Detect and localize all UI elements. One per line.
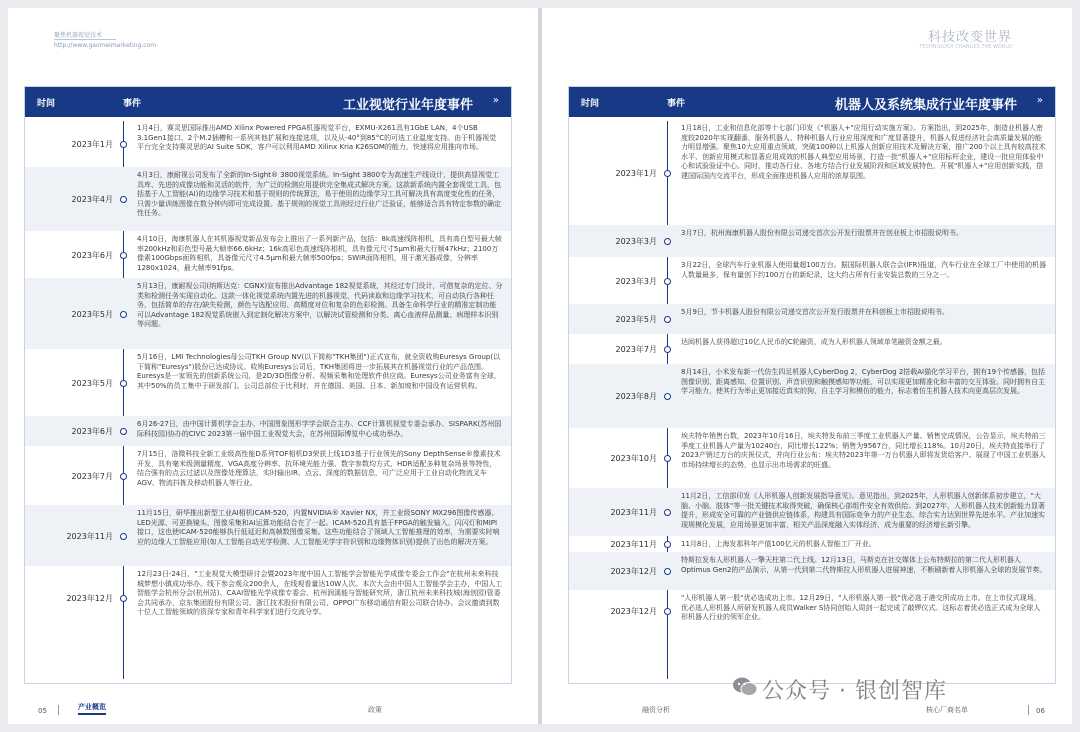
event-row	[25, 231, 511, 278]
robotics-panel	[568, 86, 1056, 684]
timeline-dot-icon	[120, 252, 127, 259]
event-row	[569, 120, 1055, 225]
timeline-dot-icon	[664, 170, 671, 177]
event-row	[569, 304, 1055, 334]
event-description: 5月9日，节卡机器人股份有限公司递交首次公开发行股票并在科创板上市招股说明书。	[681, 308, 949, 316]
event-row	[25, 505, 511, 566]
brand-slogan: 科技改变世界	[927, 30, 1012, 45]
timeline-dot-icon	[120, 428, 127, 435]
event-date: 2023年3月	[615, 276, 657, 286]
brand-slogan-en: TECHNOLOGY CHANGES THE WORLD	[919, 44, 1012, 50]
timeline-dot-icon	[120, 380, 127, 387]
event-date: 2023年8月	[615, 392, 657, 401]
watermark-text: 公众号 · 银创智库	[762, 679, 947, 704]
left-page	[8, 8, 538, 724]
panel-title: 工业视觉行业年度事件	[342, 98, 473, 113]
timeline-dot-icon	[664, 346, 671, 353]
event-description: 3月22日，全球汽车行业机器人使用量超100万台。据国际机器人联合会(IFR)报道，汽车行业在全球工厂中使用的机器人数量最多，保有量创下约100万台的新纪录，这大约占所有行业安装总数的三分之一。	[681, 261, 1047, 279]
event-row	[25, 167, 511, 231]
event-row	[25, 446, 511, 505]
event-description: 特斯拉发布人形机器人一擎天柱第二代上线。12月13日，马斯克在社交媒体上公布特斯拉的第二代人形机器人Optimus Gen2的产品演示，从第一代到第二代特斯拉人形机器人进展神速，不断刷新着人形机器人全球的发展节奏。	[681, 556, 1047, 574]
event-row	[569, 488, 1055, 536]
timeline-dot-icon	[664, 278, 671, 285]
event-description: 7月15日，洛微科技全新工业级高性能D系列TOF相机D3荣获上线1D3基于行业领先的Sony DepthSense®像素技术开发，具有毫米级测量精度、VGA高度分辨率、抗环境光能力强、数字参数均方式、HDR适配多种复杂场景等特性，结合强有的点云过滤以及图像处理算法，实时输出IR、点云、深度的数据信息，可广泛应用于工业自动化物流叉车AGV、物流抖拣及移动机器人等行业。	[137, 450, 501, 487]
industrial-vision-panel	[24, 86, 512, 684]
event-row	[25, 416, 511, 446]
timeline-dot-icon	[120, 311, 127, 318]
timeline-dot-icon	[664, 608, 671, 615]
panel-header	[25, 87, 511, 117]
col-time-header: 时间	[37, 99, 56, 109]
wechat-icon	[732, 676, 758, 698]
event-date: 2023年11月	[610, 508, 657, 517]
event-date: 2023年5月	[615, 315, 657, 324]
timeline-dot-icon	[120, 533, 127, 540]
footer-page-num: 05	[38, 707, 47, 715]
event-description: 3月7日，杭州海康机器人股份有限公司递交首次公开发行股票并在创业板上市招股说明书。	[681, 229, 963, 237]
event-date: 2023年12月	[66, 593, 113, 603]
timeline-dot-icon	[664, 316, 671, 323]
event-date: 2023年11月	[66, 531, 113, 541]
footer-page-num: 06	[1036, 707, 1045, 715]
event-date: 2023年12月	[610, 567, 657, 576]
timeline-dot-icon	[120, 141, 127, 148]
event-row	[25, 566, 511, 629]
event-description: 11月8日，上海发那科年产值100亿元的机器人智能工厂开业。	[681, 540, 876, 548]
header-rule	[54, 39, 116, 40]
timeline-dot-icon	[664, 541, 671, 548]
event-description: 11月2日，工信部印发《人形机器人创新发展指导意见》。意见指出，到2025年，人形机器人创新体系初步建立，"大脑、小脑、肢体"等一批关键技术取得突破，确保核心部组件安全有效供给。到2027年，人形机器人技术创新能力显著提升，形成安全可靠的产业链供应链体系，构建具有国际竞争力的产业生态，综合实力达到世界先进水平。产业加速实现规模化发展，应用场景更加丰富，相关产品深度融入实体经济，成为重要的经济增长新引擎。	[681, 492, 1046, 529]
footer-nav-industry[interactable]: 产业概览	[78, 702, 106, 715]
footer-nav-vendors[interactable]: 核心厂商名单	[926, 706, 968, 714]
event-date: 2023年7月	[615, 345, 657, 354]
event-date: 2023年1月	[71, 139, 113, 149]
event-date: 2023年10月	[610, 454, 657, 463]
footer-nav-policy[interactable]: 政策	[368, 706, 382, 714]
event-date: 2023年7月	[71, 471, 113, 481]
event-description: 6月26-27日，由中国计算机学会主办、中国图象图形学学会联合主办、CCF计算机视觉专委会承办、SISPARK(苏州国际科技园)协办的CIVC 2023第一届中国工业视觉大会，在苏州国际博览中心成功举办。	[137, 420, 502, 438]
event-date: 2023年5月	[71, 378, 113, 388]
event-date: 2023年1月	[615, 168, 657, 178]
event-date: 2023年6月	[71, 250, 113, 260]
event-row	[25, 349, 511, 416]
event-row	[25, 120, 511, 167]
header-tagline: 聚焦机器视觉技术	[54, 32, 103, 39]
footer-nav-financing[interactable]: 融资分析	[642, 706, 670, 714]
timeline-dot-icon	[664, 393, 671, 400]
event-description: 1月18日，工业和信息化部等十七部门印发《"机器人+"应用行动实施方案》。方案指出，到2025年，制造业机器人密度较2020年实现翻番，服务机器人、特种机器人行业应用深度和广度显著提升，机器人促进经济社会高质量发展的能力明显增强。聚焦10大应用重点领域，突破100种以上机器人创新应用技术及解决方案，推广200个以上具有较高技术水平、创新应用模式和显著应用成效的机器人典型应用场景，打造一批"机器人+"应用标杆企业，建设一批应用体验中心和试验验证中心。同时，推动各行业、各地方结合行业发展阶段和区域发展特色，开展"机器人+"应用创新实践，搭建国际国内交流平台，形成全面推进机器人应用的浓厚氛围。	[681, 124, 1046, 180]
footer-divider	[58, 705, 59, 715]
event-description: 达闼机器人获得超过10亿人民币的C轮融资，成为人形机器人领域单笔融资金额之最。	[681, 338, 947, 346]
event-description: 埃夫特年销售台数，2023年10月16日，埃夫特发布前三季度工业机器人产量、销售完成情况，公告显示，埃夫特前三季度工业机器人产量为10240台，同比增长122%；销售为9567台，同比增长118%。10月20日，埃夫特直接举行了2023产销过万台的庆祝仪式，并向行业公布：埃夫特2023年第一万台机器人即将发货给客户。展现了中国工业机器人市场持续增长的态势，也显示出市场需求的旺盛。	[681, 432, 1046, 469]
event-description: 5月13日，康耐视公司(纳斯达克：CGNX)宣布推出Advantage 182视觉系统，其经过专门设计，可借复杂的定位、分类和检测任务实现自动化。这款一体化视觉系统内置先进的机器视觉，代码读取和边缘学习技术，可自动执行各种任务，包括简单的存在/缺失检测，颜色与选配应用、高精度对位和复杂的色彩检测。具备生命科学行业的精准定制功能可以Advantage 182视觉系统嵌入到定制化解决方案中，以解决试管检测和分类、离心血液样品测量、病理样本识别等问题。	[137, 282, 503, 329]
event-description: 4月3日，康耐视公司发布了全新的In-Sight® 3800视觉系统。In-Sight 3800专为高速生产线设计，提供高显视觉工具库、先进的成像功能和灵活的软件，为广泛的检测应用提供完全集成式解决方案。这款新系统内置全套视觉工具，包括基于人工智能(AI)的边缘学习技术和基于规则的传统算法，易于使用的边缘学习工具可解决具有高度变化性的任务，只需少量训练图像在数分钟内即可完成设置。基于规则的视觉工具则经过行业广泛验证，能够适合具有特定参数的确定性任务。	[137, 171, 501, 218]
col-time-header: 时间	[581, 99, 600, 109]
footer-divider	[1028, 705, 1029, 715]
right-page	[542, 8, 1072, 724]
event-row	[569, 334, 1055, 364]
event-description: 4月10日，海康机器人在其机器视觉新品发布会上推出了一系列新产品，包括：8k高速线阵相机，具有高白型号最大帧率200kHz和彩色型号最大帧率66.6kHz；16k高彩色高速线阵相机，具有像元尺寸5μm和最大行频47kHz；2100万像素100Gbps面阵相机，具备像元尺寸4.5μm和最大帧率500fps；SWIR面阵相机，用于激光器成像，分辨率1280x1024，最大帧率91fps。	[137, 235, 502, 272]
event-row	[569, 364, 1055, 428]
event-row	[569, 552, 1055, 590]
col-event-header: 事件	[667, 99, 686, 109]
timeline-dot-icon	[664, 238, 671, 245]
event-row	[569, 590, 1055, 632]
panel-title: 机器人及系统集成行业年度事件	[834, 98, 1017, 113]
event-date: 2023年3月	[615, 237, 657, 246]
header-url: http://www.gaomeimarketing.com	[54, 42, 157, 49]
event-description: 12月23日-24日，"工业视觉大模型研讨会暨2023年度中国人工智能学会智能光学成像专委会工作会"在杭州未来科技城梦想小镇成功举办。线下参会观众200余人，在线观看量达10W人次。本次大会由中国人工智能学会主办，中国人工智能学会杭州分会(杭州站)、CAAI智能光学成像专委会、杭州润溪能与智能研究所，浙江杭州未来科技城(海创园)管委会共同承办，京东集团股份有限公司、浙江技术股份有限公司、OPPO广东移动通信有限公司联合协办。会议邀请到数十位人工智能领域的资深专家和青年科学家们进行交流分享。	[137, 570, 503, 617]
event-date: 2023年4月	[71, 195, 113, 204]
event-row	[569, 225, 1055, 257]
event-date: 2023年11月	[610, 540, 657, 549]
timeline-dot-icon	[664, 455, 671, 462]
event-row	[569, 257, 1055, 304]
timeline-dot-icon	[664, 568, 671, 575]
event-row	[569, 428, 1055, 488]
double-arrow-icon: »	[1036, 95, 1043, 106]
timeline-dot-icon	[664, 509, 671, 516]
event-description: 5月16日，LMI Technologies母公司TKH Group NV(以下简称"TKH集团")正式宣布，就全资收购Euresys Group(以下简称"Euresys")股份已达成协议。收购Euresys公司后，TKH集团将进一步拓展其在机器视觉行业的产品范围。Euresys是一家领先的创新系统公司，是2D/3D图像分析、视频采集和处理软件供应商。Euresys公司业务富有全球，其中50%的员工集中于研发部门。公司总部位于比利时，并在德国、美国、日本、新加坡和中国设有运营机构。	[137, 353, 501, 390]
event-date: 2023年5月	[71, 309, 113, 319]
timeline-dot-icon	[120, 595, 127, 602]
event-description: 1月4日，赛灵思国际推出AMD Xilinx Powered FPGA机器视觉平台，EXMU-X261具有1GbE LAN、4个USB 3.1Gen1接口、2个M.2插槽和一系列其他扩展和连接选项，以及从-40°到85°C的可选工业温度支持。由于机器视觉平台完全支持赛灵思的AI Suite SDK，客户可以利用AMD Xilinx Kria K26SOM的能力，快速将应用推向市场。	[137, 124, 497, 152]
event-description: 8月14日，小米发布新一代仿生四足机器人CyberDog 2，CyberDog 2搭载AI猫化学习平台，拥有19个传感器，包括图像识别、距离感知、位置识别、声音识别和触摸感知等功能，可以实现更加精准化和丰富的交互体验。同时拥有自主学习能力，使其行为举止更加接近真实的狗，自主学习和模仿的能力，标志着仿生机器人技术向更高层次发展。	[681, 368, 1046, 396]
event-date: 2023年12月	[610, 607, 657, 616]
col-event-header: 事件	[123, 99, 142, 109]
event-row	[25, 278, 511, 349]
event-row	[569, 536, 1055, 552]
panel-header	[569, 87, 1055, 117]
timeline-dot-icon	[120, 473, 127, 480]
event-description: "人形机器人第一股"优必选成功上市。12月29日，"人形机器人第一股"优必选于港交所成功上市。在上市仪式现场，优必选人形机器人所研发机器人成员Walker S协同创始人周剑一起完成了敲锣仪式。这标志着优必选正式成为全球人形机器人行业的领军企业。	[681, 594, 1041, 622]
event-date: 2023年6月	[71, 427, 113, 436]
timeline-dot-icon	[120, 196, 127, 203]
double-arrow-icon: »	[492, 95, 499, 106]
event-description: 11月15日，研华推出新型工业AI相机ICAM-520，内置NVIDIA® Xavier NX，并工业级SONY MX296图像传感器、LED光源、可更换镜头、图像采集和AI运算功能结合在了一起。ICAM-520具有基于FPGA的触发输入、闪闪灯和MIPI接口，这也使ICAM-520能够执行低延迟和高帧数图像采集。这些功能结合了领域人工智能推理的效率，为需要实时响应的边缘人工智能应用(如人工智能自动光学检测、人工智能光学字符识别和边缘物体识别)提供了出色的解决方案。	[137, 509, 500, 546]
